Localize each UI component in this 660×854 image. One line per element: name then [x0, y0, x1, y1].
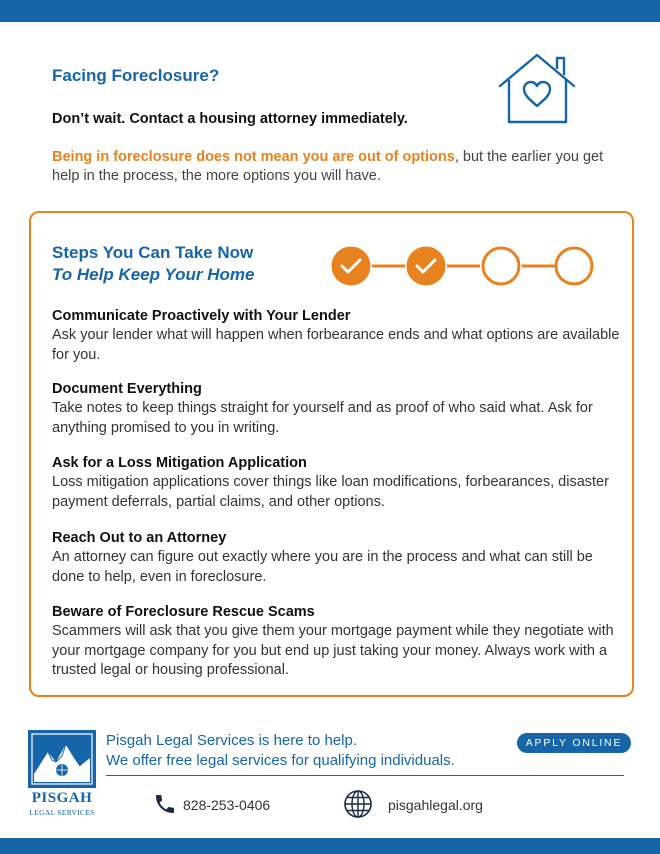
step-document [52, 380, 622, 438]
website-link[interactable]: pisgahlegal.org [388, 797, 483, 813]
logo-subtitle: LEGAL SERVICES [29, 808, 95, 817]
pisgah-logo [28, 730, 96, 818]
help-text-line1: Pisgah Legal Services is here to help. [106, 732, 357, 749]
progress-tracker [330, 243, 594, 289]
house-heart-icon [496, 50, 578, 126]
footer-divider [106, 775, 624, 776]
step-text: An attorney can figure out exactly where you are in the process and what can still be done to help, even in foreclosure. [52, 549, 593, 585]
step-heading: Ask for a Loss Mitigation Application [52, 455, 307, 471]
steps-title [52, 242, 254, 286]
phone-icon [153, 792, 177, 816]
step-loss-mitigation [52, 454, 622, 512]
mountain-logo-icon [28, 730, 96, 788]
steps-title-line1: Steps You Can Take Now [52, 243, 254, 262]
top-bar [0, 0, 660, 22]
page-title: Facing Foreclosure? [52, 66, 220, 85]
step-text: Loss mitigation applications cover things like loan modifications, forbearances, disaster payment deferrals, partial claims, and other options. [52, 474, 609, 510]
step-heading: Document Everything [52, 381, 202, 397]
logo-name: PISGAH [31, 790, 93, 806]
help-text-line2: We offer free legal services for qualifying individuals. [106, 752, 455, 769]
step-heading: Reach Out to an Attorney [52, 530, 227, 546]
phone-number-link[interactable]: 828-253-0406 [183, 797, 271, 813]
step-attorney [52, 529, 622, 587]
step-text: Ask your lender what will happen when forbearance ends and what options are available for you. [52, 327, 620, 363]
bottom-bar [0, 838, 660, 854]
intro-highlight: Being in foreclosure does not mean you are out of options [52, 149, 455, 165]
step-text: Take notes to keep things straight for yourself and as proof of who said what. Ask for anything promised to you in writing. [52, 400, 593, 436]
apply-online-button[interactable]: APPLY ONLINE [517, 733, 631, 753]
steps-title-line2: To Help Keep Your Home [52, 265, 255, 284]
intro-rest: , but the earlier you get help in the process, the more options you will have. [52, 149, 604, 184]
step-communicate [52, 307, 622, 365]
step-text: Scammers will ask that you give them your mortgage payment while they negotiate with your mortgage company for you but end up just taking your money. Always work with a trusted legal or housing professional. [52, 623, 614, 678]
step-heading: Beware of Foreclosure Rescue Scams [52, 604, 315, 620]
progress-step-3 [483, 248, 519, 284]
progress-step-1 [333, 248, 369, 284]
globe-icon [343, 789, 373, 819]
step-heading: Communicate Proactively with Your Lender [52, 308, 351, 324]
page-subtitle: Don’t wait. Contact a housing attorney immediately. [52, 111, 408, 127]
progress-step-4 [556, 248, 592, 284]
intro-text [52, 148, 612, 186]
progress-step-2 [408, 248, 444, 284]
step-scams [52, 603, 622, 681]
